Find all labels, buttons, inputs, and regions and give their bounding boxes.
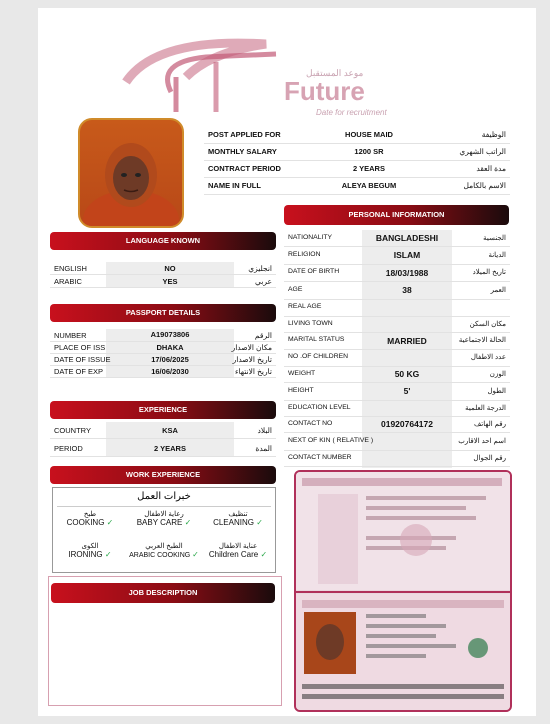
contact-number-ar: رقم الجوال xyxy=(473,454,506,462)
education-ar: الدرجة العلمية xyxy=(465,404,506,412)
personal-row-living-town xyxy=(284,316,510,333)
check-icon: ✓ xyxy=(260,550,268,559)
english-label: ENGLISH xyxy=(54,264,87,273)
expiry-ar: تاريخ الانتهاء xyxy=(235,367,272,376)
name-ar: الاسم بالكامل xyxy=(463,181,506,190)
expiry-value: 16/06/2030 xyxy=(151,367,189,376)
work-ar-title: خبرات العمل xyxy=(137,491,191,502)
personal-row-height xyxy=(284,382,510,401)
personal-row-weight xyxy=(284,366,510,383)
skill-ironing xyxy=(53,542,127,559)
cv-page xyxy=(38,8,536,716)
skill-babycare-ar: رعاية الاطفال xyxy=(144,511,184,518)
post-ar: الوظيفة xyxy=(481,130,506,139)
skill-babycare-en: BABY CARE xyxy=(136,518,183,527)
work-box xyxy=(52,487,276,573)
religion-value: ISLAM xyxy=(393,250,421,260)
skill-cleaning-en: CLEANING xyxy=(213,518,254,527)
age-ar: العمر xyxy=(490,286,506,294)
next-of-kin-ar: اسم احد الاقارب xyxy=(458,437,506,445)
logo-arabic: موعد المستقبل xyxy=(306,68,364,78)
marital-value: MARRIED xyxy=(387,335,427,346)
real-age-label: REAL AGE xyxy=(288,303,322,310)
name-label: NAME IN FULL xyxy=(208,181,261,190)
weight-value: 50 KG xyxy=(394,369,420,379)
skill-babycare xyxy=(127,510,201,527)
period-value: 2 YEARS xyxy=(154,444,186,453)
check-icon: ✓ xyxy=(192,550,199,559)
contact-number-label: CONTACT NUMBER xyxy=(288,453,352,461)
contact-no-ar: رقم الهاتف xyxy=(474,420,506,428)
check-icon: ✓ xyxy=(184,518,192,527)
age-label: AGE xyxy=(288,285,303,293)
logo-brand: Future xyxy=(284,76,365,106)
period-ar: المدة xyxy=(255,444,272,453)
skill-children-care-ar: عناية الاطفال xyxy=(218,543,258,550)
period-label: PERIOD xyxy=(54,444,83,453)
personal-row-religion xyxy=(284,246,510,265)
next-of-kin-label: NEXT OF KIN ( RELATIVE ) xyxy=(288,436,374,444)
skill-arabic-cooking-ar: الطبخ العربي xyxy=(145,543,183,550)
weight-ar: الوزن xyxy=(489,370,506,378)
passport-header: PASSPORT DETAILS xyxy=(50,304,276,322)
personal-row-marital xyxy=(284,332,510,350)
english-value: NO xyxy=(164,264,176,273)
country-value: KSA xyxy=(162,426,178,435)
dob-label: DATE OF BIRTH xyxy=(288,268,340,275)
children-label: NO .OF CHILDREN xyxy=(288,353,349,360)
issue-ar: تاريخ الاصدار xyxy=(232,355,272,364)
name-value: ALEYA BEGUM xyxy=(341,181,397,190)
dob-value: 18/03/1988 xyxy=(385,267,429,278)
skill-cleaning-ar: تنظيف xyxy=(228,511,248,518)
nationality-value: BANGLADESHI xyxy=(375,233,439,243)
check-icon: ✓ xyxy=(106,518,114,527)
personal-row-next-of-kin xyxy=(284,432,510,451)
arabic-value: YES xyxy=(162,277,178,286)
language-header: LANGUAGE KNOWN xyxy=(50,232,276,250)
expiry-label: DATE OF EXP xyxy=(54,367,104,376)
personal-row-contact-number xyxy=(284,450,510,467)
religion-label: RELIGION xyxy=(288,250,321,258)
contract-ar: مدة العقد xyxy=(476,164,506,173)
skill-cooking xyxy=(53,510,127,527)
skill-children-care xyxy=(201,542,275,559)
post-label: POST APPLIED FOR xyxy=(208,130,281,139)
age-value: 38 xyxy=(402,285,412,295)
passport-number-value: A19073806 xyxy=(150,330,190,339)
personal-row-real-age xyxy=(284,299,510,317)
contract-label: CONTRACT PERIOD xyxy=(208,164,281,173)
english-ar: انجليزي xyxy=(248,264,272,273)
applicant-table xyxy=(204,126,510,200)
children-ar: عدد الاطفال xyxy=(470,354,506,361)
place-ar: مكان الاصدار xyxy=(231,343,272,352)
personal-row-education xyxy=(284,400,510,417)
person-avatar-icon xyxy=(80,120,182,226)
passport-number-ar: الرقم xyxy=(254,331,272,340)
salary-value: 1200 SR xyxy=(354,147,384,156)
personal-header: PERSONAL INFORMATION xyxy=(284,205,509,225)
marital-label: MARITAL STATUS xyxy=(288,336,345,343)
dob-ar: تاريخ الميلاد xyxy=(472,269,506,276)
skill-children-care-en: Children Care xyxy=(208,550,259,559)
company-logo xyxy=(116,32,436,117)
weight-label: WEIGHT xyxy=(288,369,316,377)
issue-value: 17/06/2025 xyxy=(151,355,189,364)
applicant-photo xyxy=(78,118,184,228)
work-header: WORK EXPERIENCE xyxy=(50,466,276,484)
contact-no-value: 01920764172 xyxy=(380,419,433,429)
height-ar: الطول xyxy=(487,387,506,395)
skill-ironing-ar: الكوى xyxy=(81,543,99,550)
nationality-ar: الجنسية xyxy=(483,234,506,242)
arabic-label: ARABIC xyxy=(54,277,82,286)
skill-cleaning xyxy=(201,510,275,527)
living-town-label: LIVING TOWN xyxy=(288,319,333,327)
height-label: HEIGHT xyxy=(288,386,314,394)
personal-row-nationality xyxy=(284,230,510,247)
skill-arabic-cooking-en: ARABIC COOKING xyxy=(129,552,191,559)
personal-row-contact-no xyxy=(284,416,510,433)
height-value: 5' xyxy=(403,386,411,396)
skill-arabic-cooking xyxy=(127,542,201,559)
marital-ar: الحالة الاجتماعية xyxy=(458,337,506,344)
country-label: COUNTRY xyxy=(54,426,91,435)
place-value: DHAKA xyxy=(156,343,184,352)
contract-value: 2 YEARS xyxy=(353,164,385,173)
skill-ironing-en: IRONING xyxy=(68,550,103,559)
job-description-box xyxy=(48,576,282,706)
religion-ar: الديانة xyxy=(488,251,506,259)
personal-row-children xyxy=(284,349,510,367)
personal-row-dob xyxy=(284,264,510,282)
job-header: JOB DESCRIPTION xyxy=(51,583,275,603)
check-icon: ✓ xyxy=(256,518,263,527)
logo-tagline: Date for recruitment xyxy=(316,108,387,117)
country-ar: البلاد xyxy=(257,426,272,435)
passport-scan xyxy=(294,470,512,712)
arabic-ar: عربي xyxy=(255,277,272,286)
skill-cooking-en: COOKING xyxy=(66,518,105,527)
skill-cooking-ar: طبخ xyxy=(83,511,97,518)
education-label: EDUCATION LEVEL xyxy=(288,403,351,411)
personal-row-age xyxy=(284,281,510,300)
experience-header: EXPERIENCE xyxy=(50,401,276,419)
salary-label: MONTHLY SALARY xyxy=(208,147,277,156)
passport-number-label: NUMBER xyxy=(54,331,87,340)
check-icon: ✓ xyxy=(104,550,112,559)
salary-ar: الراتب الشهري xyxy=(459,147,506,156)
post-value: HOUSE MAID xyxy=(345,130,393,139)
nationality-label: NATIONALITY xyxy=(288,233,333,241)
logo-swoosh-icon xyxy=(116,32,286,112)
contact-no-label: CONTACT NO xyxy=(288,419,333,427)
place-label: PLACE OF ISS xyxy=(54,343,106,352)
issue-label: DATE OF ISSUE xyxy=(54,355,111,364)
living-town-ar: مكان السكن xyxy=(469,320,506,328)
passport-image-icon xyxy=(296,472,510,710)
